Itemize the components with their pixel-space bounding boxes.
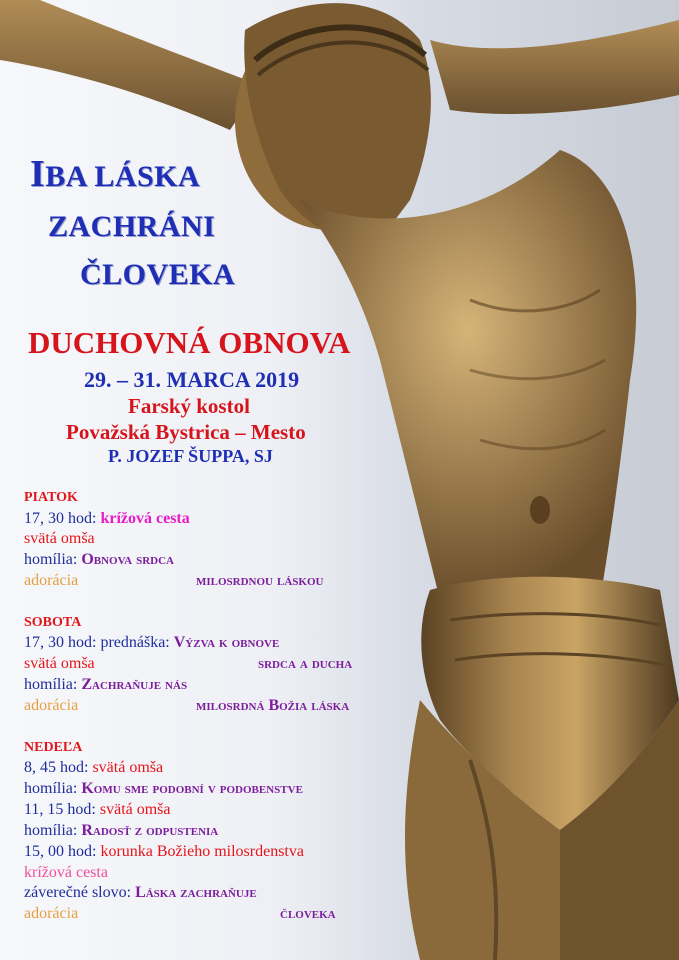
saturday-row-3: homília: Zachraňuje nás [24, 676, 188, 693]
event-name: DUCHOVNÁ OBNOVA [28, 325, 351, 360]
day-sunday: NEDEĽA [24, 740, 83, 755]
event-speaker: P. JOZEF ŠUPPA, SJ [108, 446, 273, 466]
sunday-row-8b: človeka [280, 905, 336, 922]
sunday-row-1: 8, 45 hod: svätá omša [24, 759, 164, 776]
sunday-row-3: 11, 15 hod: svätá omša [24, 801, 171, 818]
friday-row-4b: milosrdnou láskou [196, 572, 324, 589]
saturday-row-1: 17, 30 hod: prednáška: Výzva k obnove [24, 634, 280, 651]
friday-row-3: homília: Obnova srdca [24, 551, 174, 568]
friday-row-2: svätá omša [24, 530, 95, 547]
sunday-row-5: 15, 00 hod: korunka Božieho milosrdenstva [24, 843, 304, 860]
sunday-row-8a: adorácia [24, 905, 79, 922]
headline-line-2: ZACHRÁNI [48, 210, 216, 243]
saturday-row-4a: adorácia [24, 697, 79, 714]
saturday-row-2a: svätá omša [24, 655, 95, 672]
sunday-row-6: krížová cesta [24, 864, 108, 881]
saturday-row-2b: srdca a ducha [258, 655, 353, 672]
friday-row-4a: adorácia [24, 572, 79, 589]
sunday-row-7: záverečné slovo: Láska zachraňuje [24, 884, 257, 901]
sunday-row-4: homília: Radosť z odpustenia [24, 822, 219, 839]
saturday-row-4b: milosrdná Božia láska [196, 697, 350, 714]
day-saturday: SOBOTA [24, 615, 82, 630]
event-place-1: Farský kostol [128, 394, 250, 418]
headline-line-1: IBA LÁSKA [30, 153, 201, 195]
event-place-2: Považská Bystrica – Mesto [66, 420, 306, 444]
friday-row-1: 17, 30 hod: krížová cesta [24, 510, 190, 527]
day-friday: PIATOK [24, 490, 78, 505]
headline-line-3: ČLOVEKA [80, 258, 236, 291]
event-dates: 29. – 31. MARCA 2019 [84, 367, 300, 392]
sunday-row-2: homília: Komu sme podobní v podobenstve [24, 780, 303, 797]
